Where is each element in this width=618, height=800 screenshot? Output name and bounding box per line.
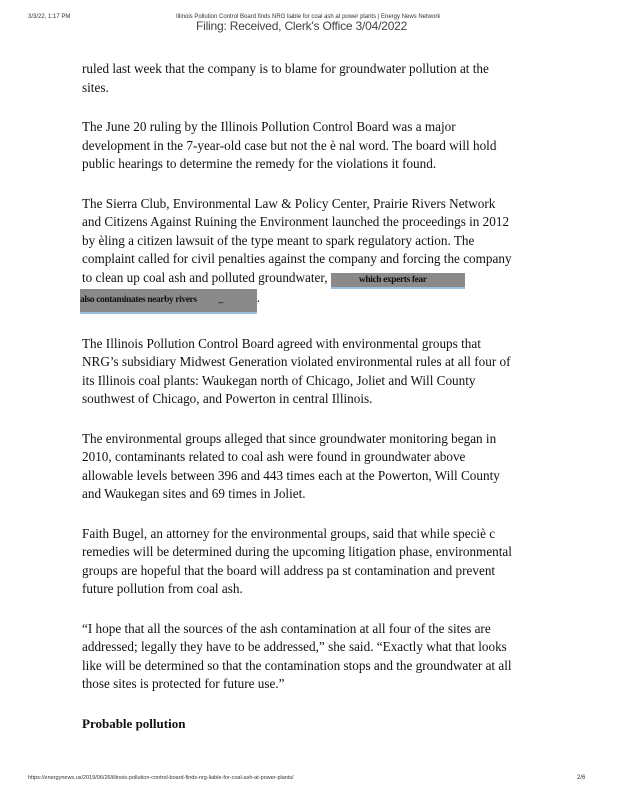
paragraph-3 [82,195,512,314]
paragraph-7: “I hope that all the sources of the ash contamination at all four of the sites are addressed; legally they have to be addressed,” she said. “Exactly what that looks like will be determined so that the contamination stops and the groundwater at all those sites is protected for future use.” [82,620,512,691]
paragraph-4: The Illinois Pollution Control Board agreed with environmental groups that NRG’s subsidiary Midwest Generation violated environmental rules at all four of its Illinois coal plants: Waukegan north of Chicago, Joliet and Will County southwest of Chicago, and Powerton in central Illinois. [82,335,511,406]
paragraph-6: Faith Bugel, an attorney for the environmental groups, said that while speciè c remedies will be determined during the upcoming litigation phase, environmental groups are hopeful that the board will address pa st contamination and prevent future pollution from coal ash. [82,525,512,596]
subheading-probable-pollution: Probable pollution [82,715,186,731]
highlight-line-2-text: also contaminates nearby rivers [80,295,197,305]
paragraph-1: ruled last week that the company is to blame for groundwater pollution at the sites. [82,61,489,95]
highlight-end-mark: _ [218,295,223,305]
footer-url: https://energynews.us/2019/06/26/illinois-pollution-control-board-finds-nrg-liable-for-coal-ash-at-power-plants/ [28,775,294,781]
filing-stamp: Filing: Received, Clerk's Office 3/04/2022 [196,19,408,33]
article-body [82,60,512,733]
highlight-line-2 [80,289,257,314]
footer-page-number: 2/6 [577,775,586,781]
highlight-line-1: which experts fear [331,273,465,289]
paragraph-3-text: The Sierra Club, Environmental Law & Policy Center, Prairie Rivers Network and Citizens Against Ruining the Environment launched the proceedings in 2012 by èling a citizen lawsuit of the type meant to spark regulatory action. The complaint called for civil penalties against the company and forcing the company to clean up coal ash and polluted groundwater, [82,195,512,285]
paragraph-5: The environmental groups alleged that since groundwater monitoring began in 2010, contaminants related to coal ash were found in groundwater above allowable levels between 396 and 443 times each at the Powerton, Will County and Waukegan sites and 69 times in Joliet. [82,430,500,501]
print-page-title: Illinois Pollution Control Board finds NRG liable for coal ash at power plants | Energy News Network [176,14,441,20]
highlight-period: . [256,290,261,305]
print-datetime: 3/3/22, 1:17 PM [28,14,71,20]
paragraph-2: The June 20 ruling by the Illinois Pollution Control Board was a major development in the 7-year-old case but not the è nal word. The board will hold public hearings to determine the remedy for the violations it found. [82,119,497,171]
